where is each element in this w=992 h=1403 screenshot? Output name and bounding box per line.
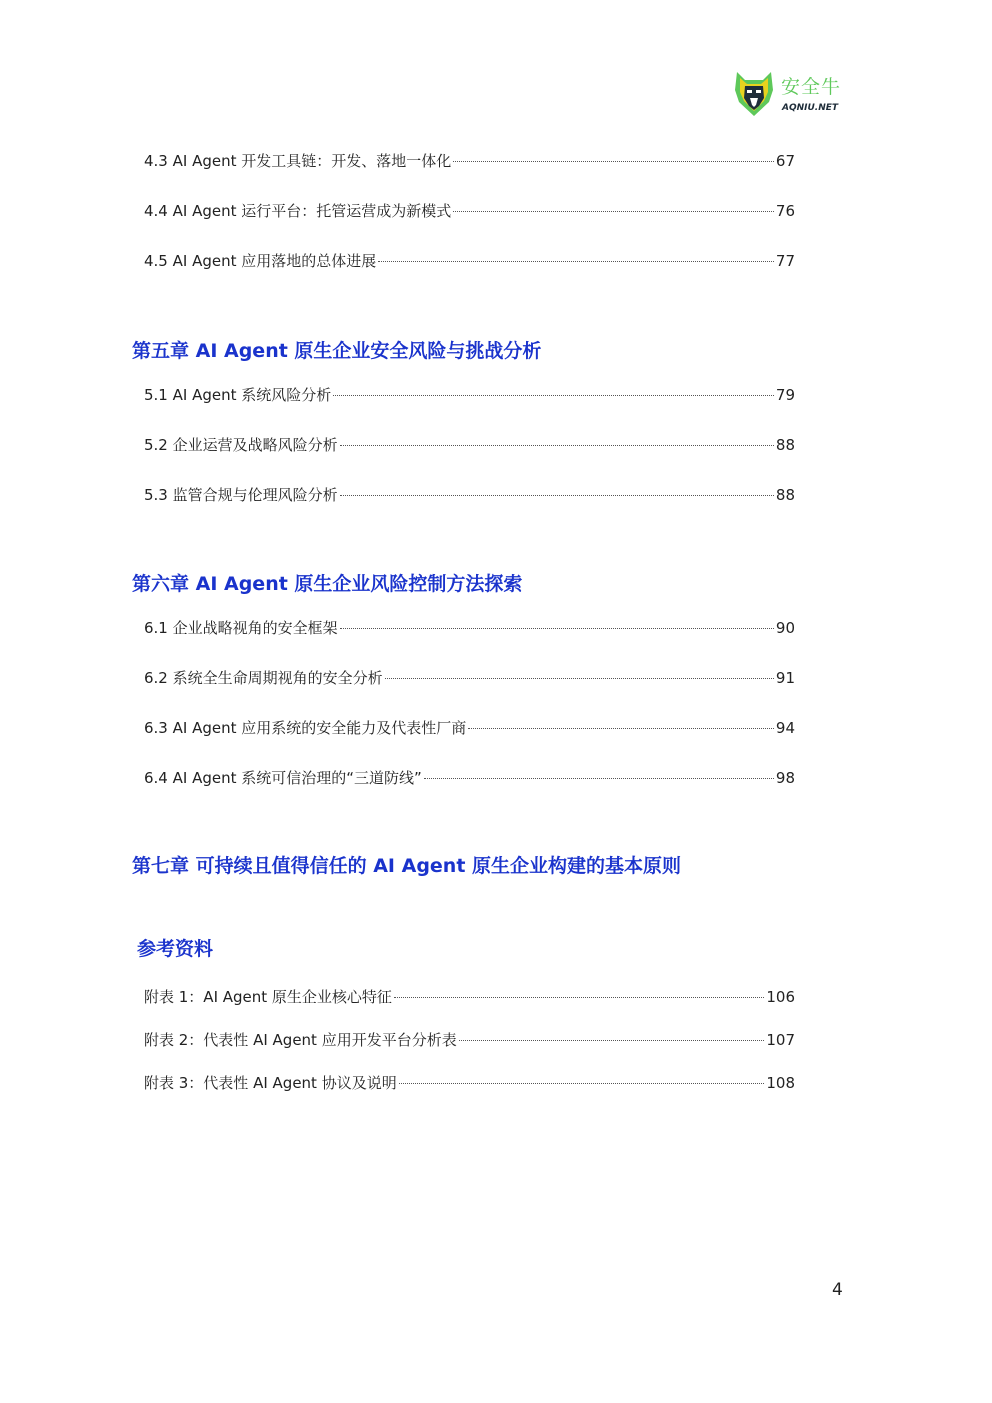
- toc-entry[interactable]: [144, 434, 795, 456]
- toc-leader-dots: [340, 628, 774, 629]
- toc-entry-page: 107: [766, 1031, 795, 1049]
- toc-entry-page: 90: [775, 619, 795, 637]
- toc-entry-label: 附表 1：AI Agent 原生企业核心特征: [144, 988, 392, 1006]
- toc-entry[interactable]: [144, 384, 795, 406]
- toc-entry-page: 98: [775, 769, 795, 787]
- toc-entry-page: 67: [775, 152, 795, 170]
- toc-entry[interactable]: [144, 986, 795, 1008]
- toc-entry[interactable]: [144, 200, 795, 222]
- toc-entry[interactable]: [144, 150, 795, 172]
- page-number: 4: [832, 1280, 843, 1300]
- toc-leader-dots: [385, 678, 774, 679]
- toc-entry[interactable]: [144, 1029, 795, 1051]
- toc-entry-page: 88: [775, 436, 795, 454]
- logo-name-en: AQNIU.NET: [782, 103, 839, 113]
- toc-leader-dots: [340, 445, 774, 446]
- toc-entry[interactable]: [144, 250, 795, 272]
- toc-entry[interactable]: [144, 717, 795, 739]
- toc-leader-dots: [424, 778, 774, 779]
- toc-entry-page: 88: [775, 486, 795, 504]
- toc-entry[interactable]: [144, 767, 795, 789]
- toc-entry-label: 附表 3：代表性 AI Agent 协议及说明: [144, 1074, 397, 1092]
- toc-entry-label: 6.3 AI Agent 应用系统的安全能力及代表性厂商: [144, 719, 467, 737]
- toc-entry-label: 5.3 监管合规与伦理风险分析: [144, 486, 338, 504]
- toc-entry-page: 108: [766, 1074, 795, 1092]
- toc-leader-dots: [340, 495, 774, 496]
- toc-entry-page: 77: [775, 252, 795, 270]
- toc-entry-label: 6.1 企业战略视角的安全框架: [144, 619, 338, 637]
- toc-entry-label: 5.2 企业运营及战略风险分析: [144, 436, 338, 454]
- chapter-heading-5[interactable]: 第五章 AI Agent 原生企业安全风险与挑战分析: [132, 340, 542, 362]
- references-heading[interactable]: 参考资料: [137, 938, 214, 960]
- toc-leader-dots: [453, 161, 774, 162]
- toc-entry-page: 94: [775, 719, 795, 737]
- toc-leader-dots: [394, 997, 764, 998]
- toc-leader-dots: [468, 728, 774, 729]
- toc-entry-label: 4.5 AI Agent 应用落地的总体进展: [144, 252, 377, 270]
- toc-entry-label: 6.4 AI Agent 系统可信治理的“三道防线”: [144, 769, 422, 787]
- toc-entry-page: 79: [775, 386, 795, 404]
- toc-entry-label: 4.4 AI Agent 运行平台：托管运营成为新模式: [144, 202, 452, 220]
- chapter-heading-7[interactable]: 第七章 可持续且值得信任的 AI Agent 原生企业构建的基本原则: [132, 855, 682, 877]
- toc-entry-label: 附表 2：代表性 AI Agent 应用开发平台分析表: [144, 1031, 457, 1049]
- toc-leader-dots: [453, 211, 774, 212]
- bull-emblem-icon: [733, 68, 775, 118]
- toc-entry-page: 76: [775, 202, 795, 220]
- toc-entry-page: 106: [766, 988, 795, 1006]
- toc-leader-dots: [399, 1083, 765, 1084]
- toc-entry[interactable]: [144, 1072, 795, 1094]
- logo-name-cn: 安全牛: [781, 76, 842, 98]
- toc-entry[interactable]: [144, 667, 795, 689]
- chapter-heading-6[interactable]: 第六章 AI Agent 原生企业风险控制方法探索: [132, 573, 523, 595]
- toc-entry-page: 91: [775, 669, 795, 687]
- toc-entry[interactable]: [144, 484, 795, 506]
- brand-logo: [733, 68, 845, 122]
- toc-leader-dots: [459, 1040, 765, 1041]
- toc-leader-dots: [378, 261, 774, 262]
- toc-leader-dots: [333, 395, 774, 396]
- toc-entry-label: 4.3 AI Agent 开发工具链：开发、落地一体化: [144, 152, 452, 170]
- toc-entry-label: 6.2 系统全生命周期视角的安全分析: [144, 669, 383, 687]
- toc-entry[interactable]: [144, 617, 795, 639]
- toc-entry-label: 5.1 AI Agent 系统风险分析: [144, 386, 332, 404]
